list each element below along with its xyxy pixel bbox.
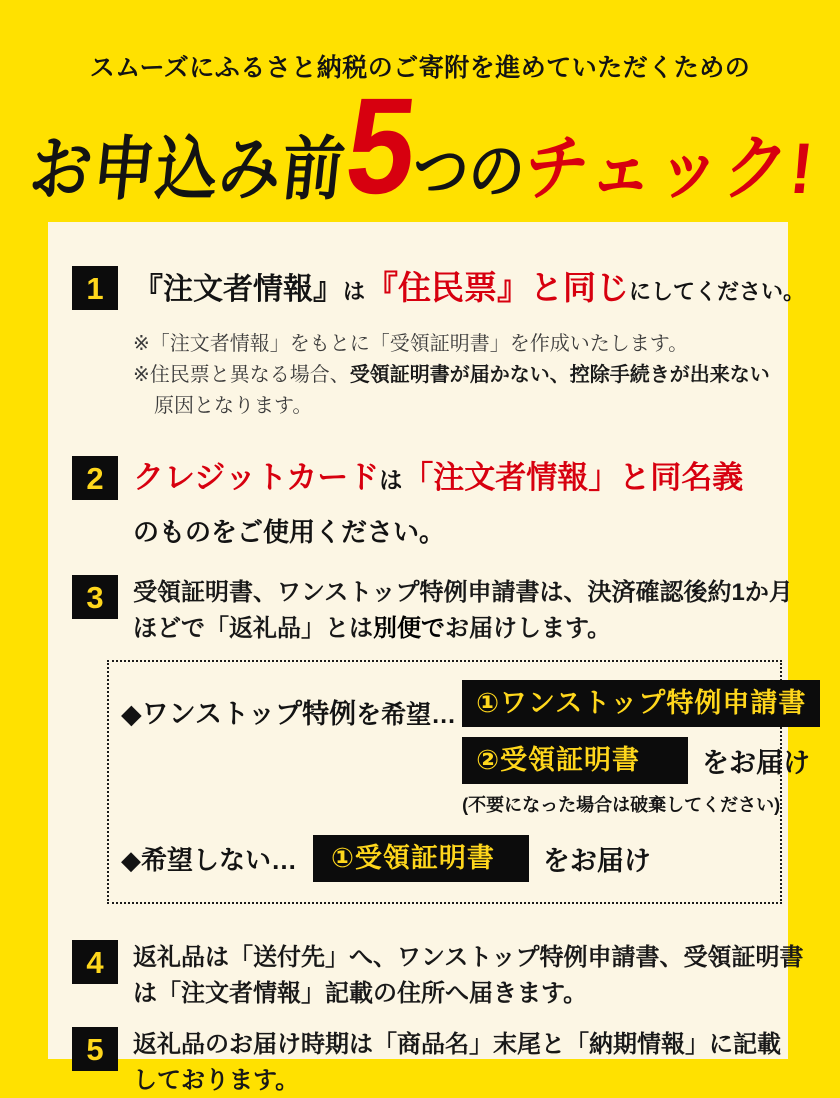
item-2-heading <box>133 456 743 506</box>
onestop-row-want <box>121 680 811 817</box>
item-1-content <box>133 266 806 422</box>
item-4-content <box>133 940 804 1011</box>
onestop-deliver-text-1: をお届け <box>702 748 811 779</box>
item-2-number-badge: 2 <box>72 456 118 500</box>
item-1-heading-black: 『注文者情報』 <box>133 273 343 306</box>
item-1-heading-red: 『住民票』と同じ <box>365 269 630 306</box>
item-2-heading-red-1: クレジットカード <box>133 460 380 495</box>
item-1-note-3: 原因となります。 <box>154 395 313 417</box>
onestop-want-label <box>121 680 456 731</box>
item-1-note-2-bold: 受領証明書が届かない、控除手続きが出来ない <box>349 364 770 386</box>
item-1-heading <box>133 266 806 317</box>
title-number-5: 5 <box>339 69 424 223</box>
check-item-3 <box>72 575 793 646</box>
onestop-dotted-box <box>107 660 811 904</box>
item-3-line-2-bold: 別便で <box>373 614 445 642</box>
check-item-1 <box>72 266 806 422</box>
item-5-line-1: 返礼品のお届け時期は「商品名」末尾と「納期情報」に記載 <box>133 1031 781 1059</box>
check-item-4 <box>72 940 804 1011</box>
checklist-card <box>48 222 811 1094</box>
check-item-5 <box>72 1027 782 1098</box>
item-1-note-1: ※「注文者情報」をもとに「受領証明書」を作成いたします。 <box>133 333 689 355</box>
item-1-note-2-pre: ※住民票と異なる場合、 <box>133 364 350 386</box>
item-4-line-1: 返礼品は「送付先」へ、ワンストップ特例申請書、受領証明書 <box>133 944 804 972</box>
onestop-doc-badge-1: ①ワンストップ特例申請書 <box>462 680 820 727</box>
item-4-line-2: は「注文者情報」記載の住所へ届きます。 <box>133 979 588 1007</box>
title-black-part: お申込み前 <box>25 131 349 209</box>
item-2-heading-red-2: 「注文者情報」と同名義 <box>402 460 744 495</box>
item-2-heading-wa: は <box>379 467 403 493</box>
title-check-red: チェック! <box>520 127 820 209</box>
item-1-notes <box>133 329 782 422</box>
onestop-deliver-text-2: をお届け <box>542 846 651 877</box>
onestop-doc-badge-2: ②受領証明書 <box>462 737 688 784</box>
onestop-want-label-rest: を希望… <box>356 701 457 730</box>
check-item-2 <box>72 456 782 549</box>
page-title <box>0 69 840 223</box>
onestop-row-no-want <box>121 835 780 882</box>
onestop-no-want-label: ◆希望しない… <box>121 845 297 876</box>
item-3-number-badge: 3 <box>72 575 118 619</box>
onestop-want-documents <box>462 680 820 817</box>
item-3-line-2-post: お届けします。 <box>445 614 612 642</box>
item-1-heading-wa: は <box>343 279 366 304</box>
item-1-note-2 <box>133 360 782 391</box>
item-2-content <box>133 456 743 549</box>
onestop-doc-row-2 <box>462 737 820 784</box>
item-1-number-badge: 1 <box>72 266 118 310</box>
onestop-doc-badge-3: ①受領証明書 <box>313 835 529 882</box>
onestop-want-label-bold: ◆ワンストップ特例 <box>121 699 357 730</box>
item-3-line-1: 受領証明書、ワンストップ特例申請書は、決済確認後約1か月 <box>133 579 793 606</box>
item-2-heading-line-2: のものをご使用ください。 <box>133 517 446 547</box>
item-3-line-2-pre: ほどで「返礼品」とは <box>133 614 373 642</box>
item-5-content <box>133 1027 781 1098</box>
item-3-line-2 <box>133 611 782 647</box>
title-tsuno: つの <box>408 135 529 207</box>
item-4-number-badge: 4 <box>72 940 118 984</box>
tagline: スムーズにふるさと納税のご寄附を進めていただくための <box>89 54 751 82</box>
onestop-discard-note: (不要になった場合は破棄してください) <box>462 795 781 816</box>
item-3-content <box>133 575 793 646</box>
item-5-number-badge: 5 <box>72 1027 118 1071</box>
item-5-line-2: しております。 <box>133 1066 300 1094</box>
item-1-heading-tail: にしてください。 <box>629 279 806 304</box>
